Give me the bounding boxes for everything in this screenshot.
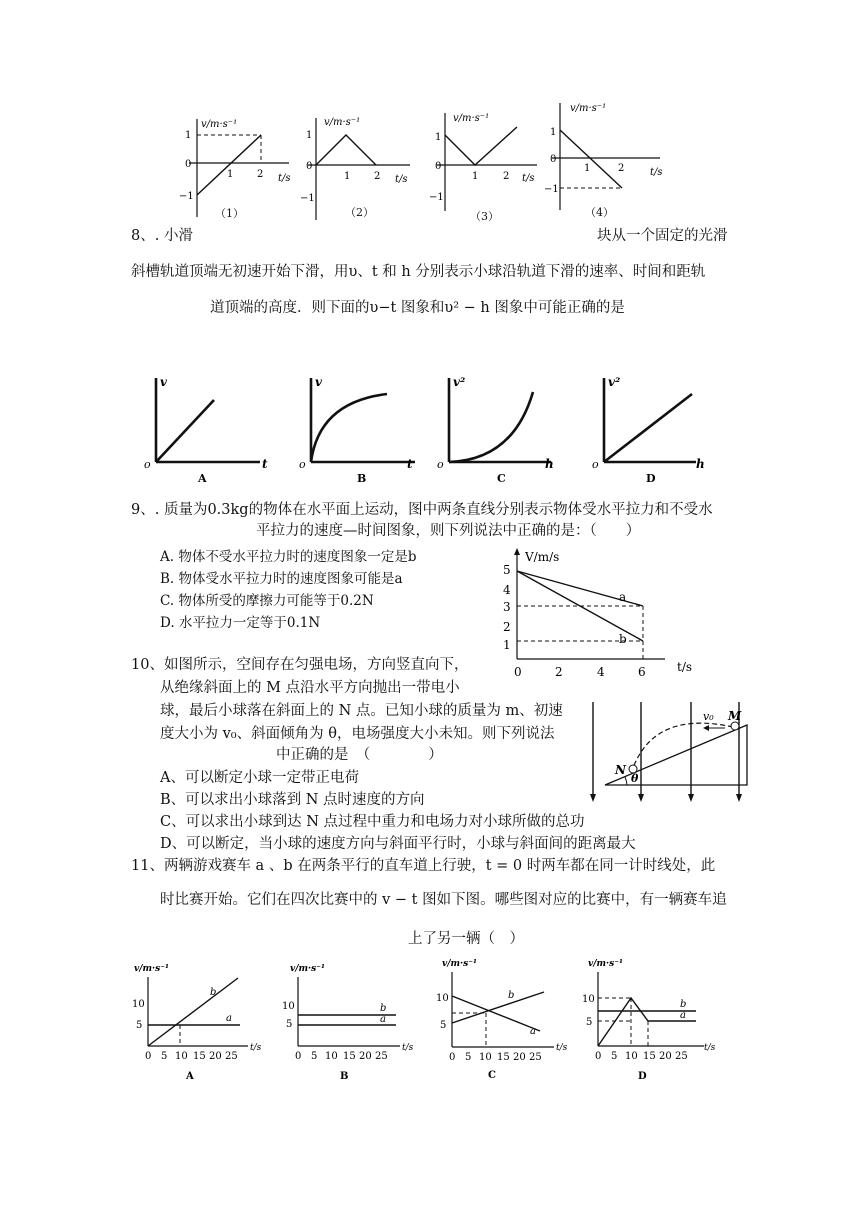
ball-M — [731, 722, 739, 730]
tick-x4: 4 — [597, 665, 605, 679]
tick-x0: 0 — [295, 1051, 302, 1062]
tick-y5: 5 — [440, 1020, 447, 1031]
tick-y5: 5 — [136, 1020, 143, 1031]
tick-x20: 20 — [513, 1052, 526, 1063]
letter: C — [497, 472, 506, 484]
q9-line1: 9、. 质量为0.3kg的物体在水平面上运动，图中两条直线分别表示物体受水平拉力和不受水 — [131, 502, 713, 518]
ylabel: v² — [608, 375, 621, 389]
xlabel: t/s — [395, 174, 408, 185]
tick-x10: 10 — [175, 1051, 188, 1062]
tick-y4: 4 — [503, 583, 511, 597]
q9-option-A: A. 物体不受水平拉力时的速度图象一定是b — [160, 549, 417, 565]
y-arrow — [514, 548, 520, 555]
label-b: b — [210, 987, 217, 998]
label-b: b — [680, 999, 687, 1010]
arrowhead — [590, 794, 596, 802]
q9-option-B: B. 物体受水平拉力时的速度图象可能是a — [160, 571, 403, 587]
q9-option-C: C. 物体所受的摩擦力可能等于0.2N — [160, 593, 374, 609]
q10-figure — [585, 700, 755, 808]
trajectory — [633, 723, 733, 768]
ylabel: v — [160, 375, 167, 389]
tick-y10: 10 — [436, 993, 449, 1004]
q8-graph-D — [588, 372, 728, 484]
label-a: a — [680, 1010, 686, 1021]
letter: C — [488, 1070, 496, 1081]
origin: o — [592, 458, 599, 471]
label-a: a — [619, 590, 627, 604]
tick-x0: 0 — [595, 1051, 602, 1062]
q11-graph-B — [278, 955, 418, 1085]
q9-line2: 平拉力的速度—时间图象，则下列说法中正确的是：（ ） — [256, 523, 641, 539]
label-theta: θ — [631, 772, 639, 785]
q10-line1: 10、如图所示，空间存在匀强电场，方向竖直向下， — [131, 657, 469, 673]
tick-ym1: −1 — [429, 192, 444, 203]
tick-x20: 20 — [659, 1051, 672, 1062]
caption-3: （3） — [470, 210, 499, 223]
graph-line — [445, 127, 517, 165]
tick-y10: 10 — [582, 994, 595, 1005]
tick-y0: 0 — [306, 161, 313, 172]
xlabel: t/s — [556, 1043, 568, 1053]
xlabel: t/s — [677, 660, 693, 674]
q11-line3: 上了另一辆（ ） — [408, 931, 524, 947]
q11-line2: 时比赛开始。它们在四次比赛中的 v − t 图如下图。哪些图对应的比赛中，有一辆赛车追 — [160, 892, 727, 908]
q11-graph-D — [580, 952, 730, 1084]
letter: B — [357, 472, 367, 484]
tick-ym1: −1 — [544, 184, 559, 195]
xlabel: t/s — [402, 1043, 414, 1053]
tick-x2: 2 — [503, 171, 510, 182]
ylabel: v/m·s⁻¹ — [290, 964, 325, 974]
tick-x10: 10 — [479, 1052, 492, 1063]
q10-option-C: C、可以求出小球到达 N 点过程中重力和电场力对小球所做的总功 — [160, 814, 585, 830]
tick-x25: 25 — [529, 1052, 542, 1063]
tick-y1: 1 — [185, 130, 192, 141]
q8-line3: 道顶端的高度．则下面的υ−t 图象和υ² − h 图象中可能正确的是 — [210, 300, 625, 316]
ylabel: v/m·s⁻¹ — [570, 103, 607, 114]
graph-line — [560, 130, 625, 188]
label-N: N — [615, 763, 626, 777]
tick-y1: 1 — [306, 130, 313, 141]
tick-y0: 0 — [185, 159, 192, 170]
line-b — [148, 978, 238, 1046]
arrowhead — [736, 794, 742, 802]
tick-y0: 0 — [550, 154, 557, 165]
xlabel: t/s — [650, 167, 663, 178]
q8-graph-C — [433, 372, 573, 484]
incline — [605, 725, 747, 785]
tick-ym1: −1 — [179, 191, 194, 202]
letter: D — [646, 472, 656, 484]
label-a: a — [530, 1026, 536, 1037]
xlabel: t/s — [278, 173, 291, 184]
xlabel: h — [696, 457, 705, 471]
label-v0: v₀ — [703, 710, 714, 723]
label-b: b — [508, 990, 515, 1001]
tick-y1: 1 — [435, 132, 442, 143]
arrowhead — [688, 794, 694, 802]
ylabel: V/m/s — [525, 550, 560, 564]
letter: B — [340, 1071, 349, 1082]
q11-graph-A — [130, 955, 270, 1085]
tick-y0: 0 — [435, 161, 442, 172]
tick-x5: 5 — [311, 1051, 318, 1062]
angle-arc — [625, 777, 627, 785]
tick-x10: 10 — [625, 1051, 638, 1062]
q8-line1-right: 块从一个固定的光滑 — [597, 228, 728, 244]
q8-line2: 斜槽轨道顶端无初速开始下滑，用υ、t 和 h 分别表示小球沿轨道下滑的速率、时间和距轨 — [131, 264, 706, 280]
tick-y3: 3 — [503, 600, 511, 614]
graph-curve — [449, 392, 533, 462]
tick-x2: 2 — [555, 665, 563, 679]
tick-x1: 1 — [344, 171, 351, 182]
tick-x25: 25 — [675, 1051, 688, 1062]
origin: o — [437, 458, 444, 471]
caption-2: （2） — [345, 206, 374, 219]
tick-x1: 1 — [472, 171, 479, 182]
tick-x0: 0 — [449, 1052, 456, 1063]
tick-x0: 0 — [145, 1051, 152, 1062]
caption-4: （4） — [585, 206, 614, 219]
tick-x15: 15 — [643, 1051, 656, 1062]
top-graph-4 — [540, 95, 675, 220]
xlabel: t — [407, 457, 413, 471]
q11-graph-C — [428, 950, 573, 1085]
ylabel: v/m·s⁻¹ — [588, 959, 623, 969]
tick-x20: 20 — [209, 1051, 222, 1062]
letter: A — [198, 472, 207, 484]
graph-line — [316, 135, 376, 165]
tick-x15: 15 — [343, 1051, 356, 1062]
q10-line3: 球，最后小球落在斜面上的 N 点。已知小球的质量为 m、初速 — [160, 703, 563, 719]
label-M: M — [728, 709, 742, 723]
graph-curve — [311, 394, 387, 462]
q10-line5: 中正确的是 （ ） — [276, 747, 443, 763]
tick-y10: 10 — [282, 1001, 295, 1012]
q8-graph-B — [295, 372, 435, 484]
caption-1: （1） — [215, 207, 244, 220]
ylabel: v/m·s⁻¹ — [201, 119, 238, 130]
tick-x5: 5 — [465, 1052, 472, 1063]
tick-x1: 1 — [227, 169, 234, 180]
top-graph-3 — [425, 103, 550, 223]
q10-line4: 度大小为 v₀、斜面倾角为 θ，电场强度大小未知。则下列说法 — [160, 726, 555, 742]
origin: o — [299, 458, 306, 471]
tick-x1: 1 — [584, 163, 591, 174]
xlabel: t/s — [250, 1043, 262, 1053]
q8-line1-left: 8、. 小滑 — [131, 228, 193, 244]
tick-x25: 25 — [375, 1051, 388, 1062]
label-a: a — [226, 1013, 232, 1024]
tick-x5: 5 — [161, 1051, 168, 1062]
tick-x15: 15 — [497, 1052, 510, 1063]
tick-y5: 5 — [586, 1017, 593, 1028]
ylabel: v — [315, 375, 322, 389]
xlabel: t/s — [704, 1043, 716, 1053]
tick-y1: 1 — [503, 638, 511, 652]
xlabel: t — [262, 457, 268, 471]
tick-ym1: −1 — [300, 193, 315, 204]
graph-line — [156, 400, 214, 462]
q10-option-B: B、可以求出小球落到 N 点时速度的方向 — [160, 792, 425, 808]
tick-y2: 2 — [503, 620, 511, 634]
tick-x2: 2 — [374, 171, 381, 182]
graph-line — [604, 394, 692, 462]
arrowhead — [703, 725, 709, 731]
q10-option-D: D、可以断定，当小球的速度方向与斜面平行时，小球与斜面间的距离最大 — [160, 836, 636, 852]
q11-line1: 11、两辆游戏赛车 a 、b 在两条平行的直车道上行驶，t = 0 时两车都在同一计时线处，此 — [131, 858, 716, 874]
q8-graph-A — [140, 372, 280, 484]
origin: o — [144, 458, 151, 471]
xlabel: t/s — [522, 173, 535, 184]
q9-graph — [495, 545, 705, 685]
label-b: b — [619, 632, 627, 646]
line-b — [452, 992, 544, 1023]
ylabel: v/m·s⁻¹ — [442, 959, 477, 969]
line-a — [452, 996, 540, 1031]
tick-y10: 10 — [132, 999, 145, 1010]
graph-line — [197, 135, 264, 195]
tick-x5: 5 — [611, 1051, 618, 1062]
letter: A — [186, 1071, 194, 1082]
ylabel: v/m·s⁻¹ — [324, 117, 361, 128]
tick-x20: 20 — [359, 1051, 372, 1062]
letter: D — [638, 1071, 647, 1082]
tick-x0: 0 — [514, 665, 522, 679]
tick-x2: 2 — [618, 163, 625, 174]
tick-x2: 2 — [257, 169, 264, 180]
ylabel: v/m·s⁻¹ — [134, 964, 169, 974]
label-b: b — [380, 1003, 387, 1014]
tick-y5: 5 — [286, 1019, 293, 1030]
ylabel: v² — [453, 375, 466, 389]
tick-x6: 6 — [638, 665, 646, 679]
tick-x15: 15 — [193, 1051, 206, 1062]
ylabel: v/m·s⁻¹ — [453, 113, 490, 124]
arrowhead — [638, 794, 644, 802]
label-a: a — [380, 1014, 386, 1025]
xlabel: h — [545, 457, 554, 471]
tick-y1: 1 — [550, 127, 557, 138]
q9-option-D: D. 水平拉力一定等于0.1N — [160, 615, 321, 631]
tick-x25: 25 — [225, 1051, 238, 1062]
tick-y5: 5 — [503, 563, 511, 577]
q10-line2: 从绝缘斜面上的 M 点沿水平方向抛出一带电小 — [160, 680, 460, 696]
q10-option-A: A、可以断定小球一定带正电荷 — [160, 770, 359, 786]
tick-x10: 10 — [325, 1051, 338, 1062]
